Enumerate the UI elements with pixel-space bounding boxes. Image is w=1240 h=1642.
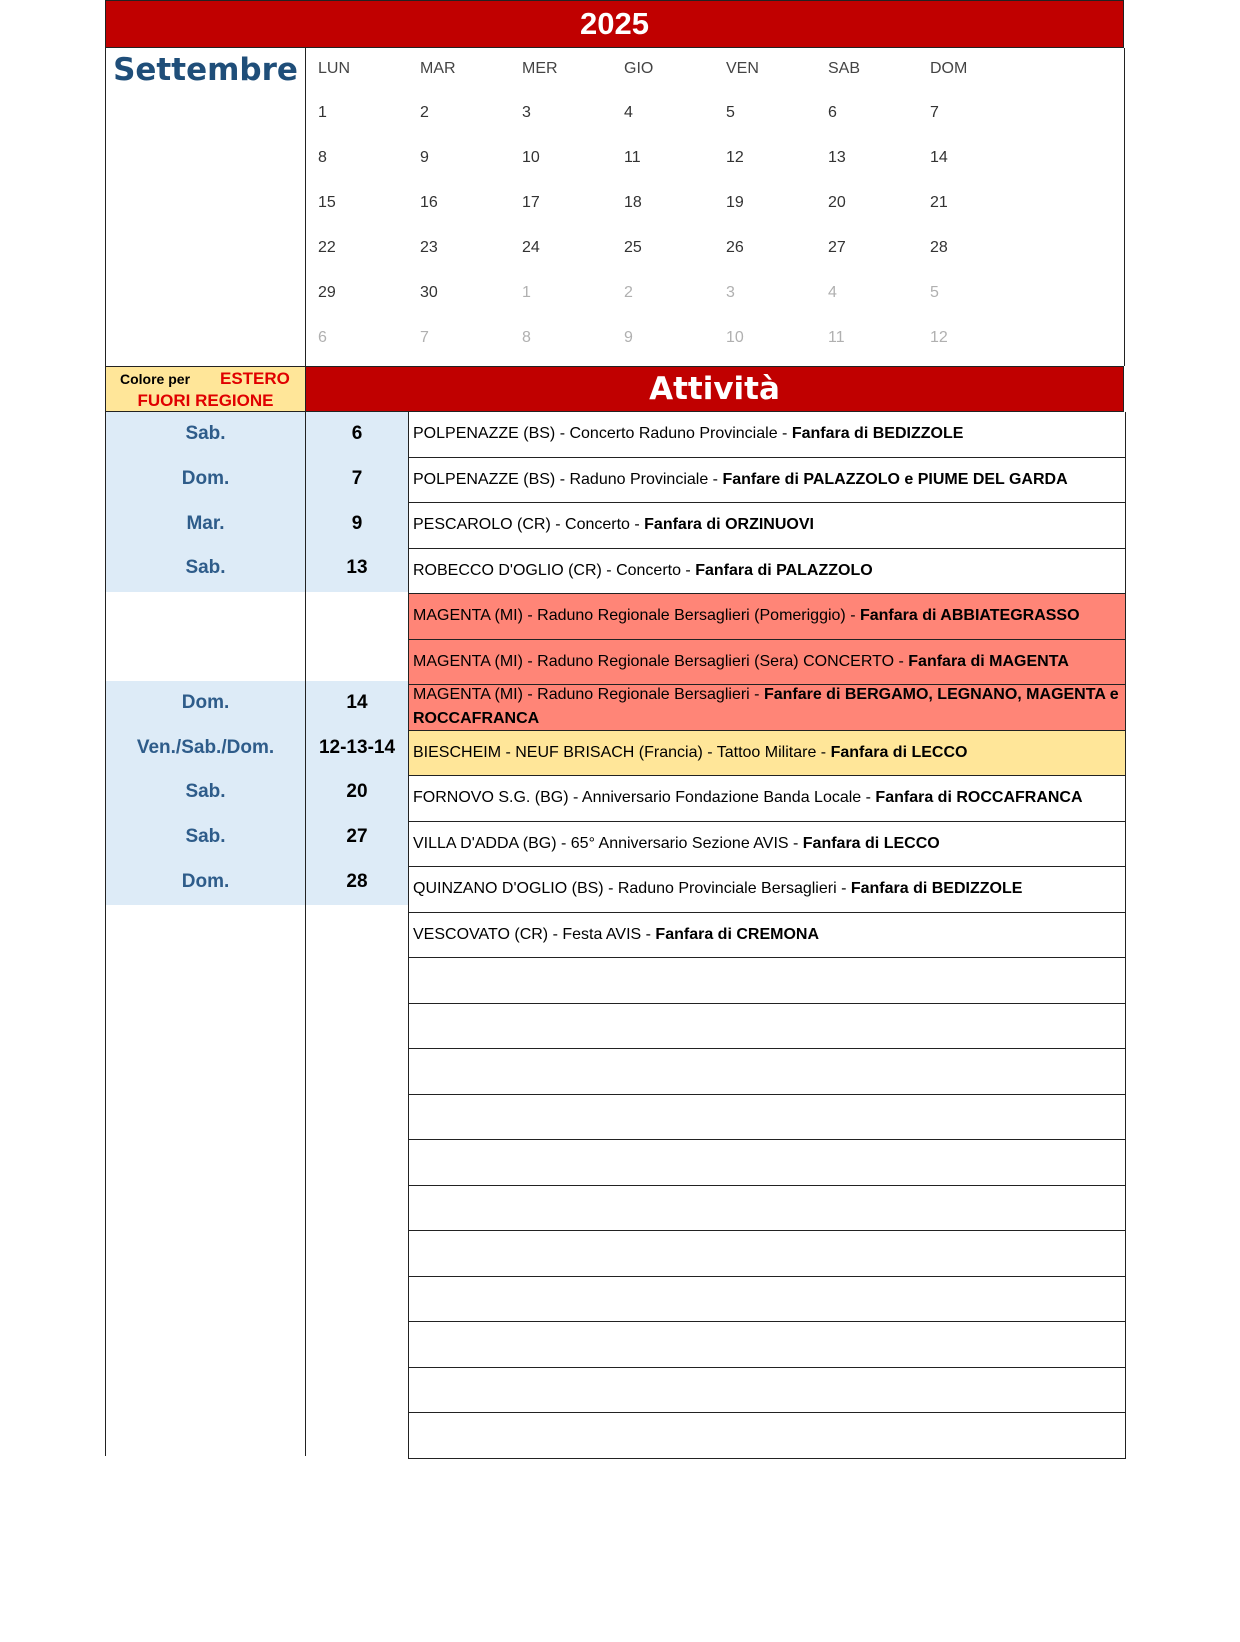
activity-band: Fanfara di PALAZZOLO xyxy=(695,561,873,579)
calendar-day: 16 xyxy=(420,194,438,211)
activity-row xyxy=(409,1140,1125,1186)
activity-row xyxy=(409,549,1125,595)
activity-row xyxy=(409,1322,1125,1368)
calendar-day: 18 xyxy=(624,194,642,211)
activity-row xyxy=(409,503,1125,549)
weekday-cell xyxy=(106,636,305,680)
activity-row xyxy=(409,458,1125,504)
calendar-day: 15 xyxy=(318,194,336,211)
calendar-dayname: VEN xyxy=(726,60,759,77)
date-number-cell xyxy=(306,591,408,635)
calendar-dayname: DOM xyxy=(930,60,968,77)
calendar-day: 6 xyxy=(318,329,327,346)
activity-row xyxy=(409,594,1125,640)
activity-row xyxy=(409,867,1125,913)
calendar-day: 23 xyxy=(420,239,438,256)
activity-row xyxy=(409,1231,1125,1277)
activity-description: POLPENAZZE (BS) - Concerto Raduno Provinciale - xyxy=(413,425,792,443)
year-header: 2025 xyxy=(105,0,1124,48)
weekday-cell: Dom. xyxy=(181,691,230,713)
calendar-day: 2 xyxy=(420,104,429,121)
activity-row xyxy=(409,776,1125,822)
activity-band: Fanfara di ROCCAFRANCA xyxy=(875,789,1083,807)
calendar-dayname: MER xyxy=(522,60,558,77)
activity-description: PESCAROLO (CR) - Concerto - xyxy=(413,516,645,534)
weekday-cell: Ven./Sab./Dom. xyxy=(136,736,275,758)
weekday-cell: Sab. xyxy=(185,826,226,848)
calendar-day: 30 xyxy=(420,284,438,301)
activity-text xyxy=(413,877,1022,901)
date-number-cell: 12-13-14 xyxy=(318,736,396,758)
activity-row xyxy=(409,822,1125,868)
calendar-day: 21 xyxy=(930,194,948,211)
month-title: Settembre xyxy=(113,52,298,88)
legend-estero: ESTERO xyxy=(220,369,290,388)
calendar-day: 12 xyxy=(726,149,744,166)
activity-text xyxy=(413,468,1068,492)
weekday-cell: Dom. xyxy=(181,467,230,489)
calendar-day: 1 xyxy=(318,104,327,121)
activity-description: QUINZANO D'OGLIO (BS) - Raduno Provinciale Bersaglieri - xyxy=(413,880,851,898)
activity-text xyxy=(413,923,819,947)
activity-band: Fanfare di BERGAMO, LEGNANO, MAGENTA e ROCCAFRANCA xyxy=(413,686,1119,728)
legend-fuori-regione: FUORI REGIONE xyxy=(137,391,274,410)
calendar-day: 11 xyxy=(624,149,641,166)
activity-description: MAGENTA (MI) - Raduno Regionale Bersaglieri (Sera) CONCERTO - xyxy=(413,652,909,670)
activity-row xyxy=(409,1004,1125,1050)
weekday-cell xyxy=(106,591,305,635)
calendar-day: 13 xyxy=(828,149,846,166)
legend-label: Colore per xyxy=(120,371,191,387)
activity-row xyxy=(409,1413,1125,1459)
calendar-day: 26 xyxy=(726,239,744,256)
activity-description: VESCOVATO (CR) - Festa AVIS - xyxy=(413,925,656,943)
calendar-day: 25 xyxy=(624,239,642,256)
activity-band: Fanfara di CREMONA xyxy=(655,925,819,943)
activity-band: Fanfara di LECCO xyxy=(802,834,940,852)
calendar-day: 11 xyxy=(828,329,845,346)
activity-row xyxy=(409,731,1125,777)
activity-description: BIESCHEIM - NEUF BRISACH (Francia) - Tattoo Militare - xyxy=(413,743,831,761)
calendar-day: 20 xyxy=(828,194,846,211)
activity-text xyxy=(413,786,1083,810)
calendar-day: 29 xyxy=(318,284,336,301)
activity-band: Fanfara di ABBIATEGRASSO xyxy=(859,607,1080,625)
activity-description: MAGENTA (MI) - Raduno Regionale Bersaglieri - xyxy=(413,686,764,704)
activity-text xyxy=(413,650,1069,674)
activity-row xyxy=(409,412,1125,458)
date-number-cell: 20 xyxy=(346,781,368,803)
activity-text xyxy=(413,741,967,765)
date-number-cell: 14 xyxy=(346,691,368,713)
activity-band: Fanfara di BEDIZZOLE xyxy=(791,425,964,443)
calendar-dayname: GIO xyxy=(624,60,654,77)
calendar-dayname: LUN xyxy=(318,60,351,77)
calendar-day: 27 xyxy=(828,239,846,256)
calendar-day: 19 xyxy=(726,194,744,211)
calendar-dayname: MAR xyxy=(420,60,456,77)
calendar-dayname: SAB xyxy=(828,60,861,77)
weekday-cell: Sab. xyxy=(185,423,226,444)
calendar-day: 4 xyxy=(624,104,633,121)
date-number-cell: 7 xyxy=(351,467,363,489)
activity-text xyxy=(413,422,963,446)
activity-row xyxy=(409,913,1125,959)
activity-band: Fanfare di PALAZZOLO e PIUME DEL GARDA xyxy=(722,470,1068,488)
weekday-cell: Sab. xyxy=(185,781,226,803)
activity-band: Fanfara di LECCO xyxy=(830,743,968,761)
activity-row xyxy=(409,1049,1125,1095)
activity-text xyxy=(413,604,1080,628)
date-number-cell: 27 xyxy=(346,826,368,848)
calendar-day: 12 xyxy=(930,329,948,346)
calendar-right-border xyxy=(1124,48,1125,366)
activity-row xyxy=(409,1277,1125,1323)
calendar-day: 9 xyxy=(624,329,633,346)
activity-text xyxy=(413,685,1121,731)
calendar-day: 3 xyxy=(522,104,531,121)
weekday-cell: Mar. xyxy=(186,512,225,534)
activity-description: VILLA D'ADDA (BG) - 65° Anniversario Sezione AVIS - xyxy=(413,834,803,852)
calendar-day: 17 xyxy=(522,194,540,211)
date-number-cell: 9 xyxy=(351,512,363,534)
activity-row xyxy=(409,685,1125,731)
calendar-day: 1 xyxy=(522,284,531,301)
activity-band: Fanfara di BEDIZZOLE xyxy=(850,880,1023,898)
calendar-day: 2 xyxy=(624,284,633,301)
date-number-cell: 13 xyxy=(346,557,368,579)
calendar-day: 8 xyxy=(318,149,327,166)
activity-text xyxy=(413,513,814,537)
activity-description: ROBECCO D'OGLIO (CR) - Concerto - xyxy=(413,561,696,579)
activity-band: Fanfara di ORZINUOVI xyxy=(644,516,814,534)
color-legend xyxy=(106,366,305,412)
date-number-cell xyxy=(306,636,408,680)
calendar-day: 5 xyxy=(930,284,939,301)
calendar-day: 24 xyxy=(522,239,540,256)
weekday-cell: Sab. xyxy=(185,557,226,579)
calendar-day: 6 xyxy=(828,104,837,121)
calendar-day: 10 xyxy=(522,149,540,166)
calendar-day: 3 xyxy=(726,284,735,301)
activities-header: Attività xyxy=(305,366,1124,412)
calendar-day: 7 xyxy=(930,104,939,121)
date-number-cell: 28 xyxy=(346,871,368,892)
date-number-cell: 6 xyxy=(351,423,363,444)
activity-row xyxy=(409,1368,1125,1414)
calendar-day: 7 xyxy=(420,329,429,346)
calendar-day: 28 xyxy=(930,239,948,256)
calendar-day: 10 xyxy=(726,329,744,346)
activity-text xyxy=(413,832,940,856)
activity-row xyxy=(409,1095,1125,1141)
calendar-day: 14 xyxy=(930,149,948,166)
calendar-day: 9 xyxy=(420,149,429,166)
activity-row xyxy=(409,640,1125,686)
activity-row xyxy=(409,1186,1125,1232)
activity-band: Fanfara di MAGENTA xyxy=(908,652,1069,670)
calendar-day: 22 xyxy=(318,239,336,256)
activity-text xyxy=(413,559,873,583)
calendar-day: 5 xyxy=(726,104,735,121)
activities-table xyxy=(408,412,1126,1459)
weekday-cell: Dom. xyxy=(181,871,230,892)
activity-description: FORNOVO S.G. (BG) - Anniversario Fondazione Banda Locale - xyxy=(413,789,876,807)
calendar-day: 8 xyxy=(522,329,531,346)
activity-description: POLPENAZZE (BS) - Raduno Provinciale - xyxy=(413,470,723,488)
calendar-day: 4 xyxy=(828,284,837,301)
activity-row xyxy=(409,958,1125,1004)
activity-description: MAGENTA (MI) - Raduno Regionale Bersaglieri (Pomeriggio) - xyxy=(413,607,860,625)
